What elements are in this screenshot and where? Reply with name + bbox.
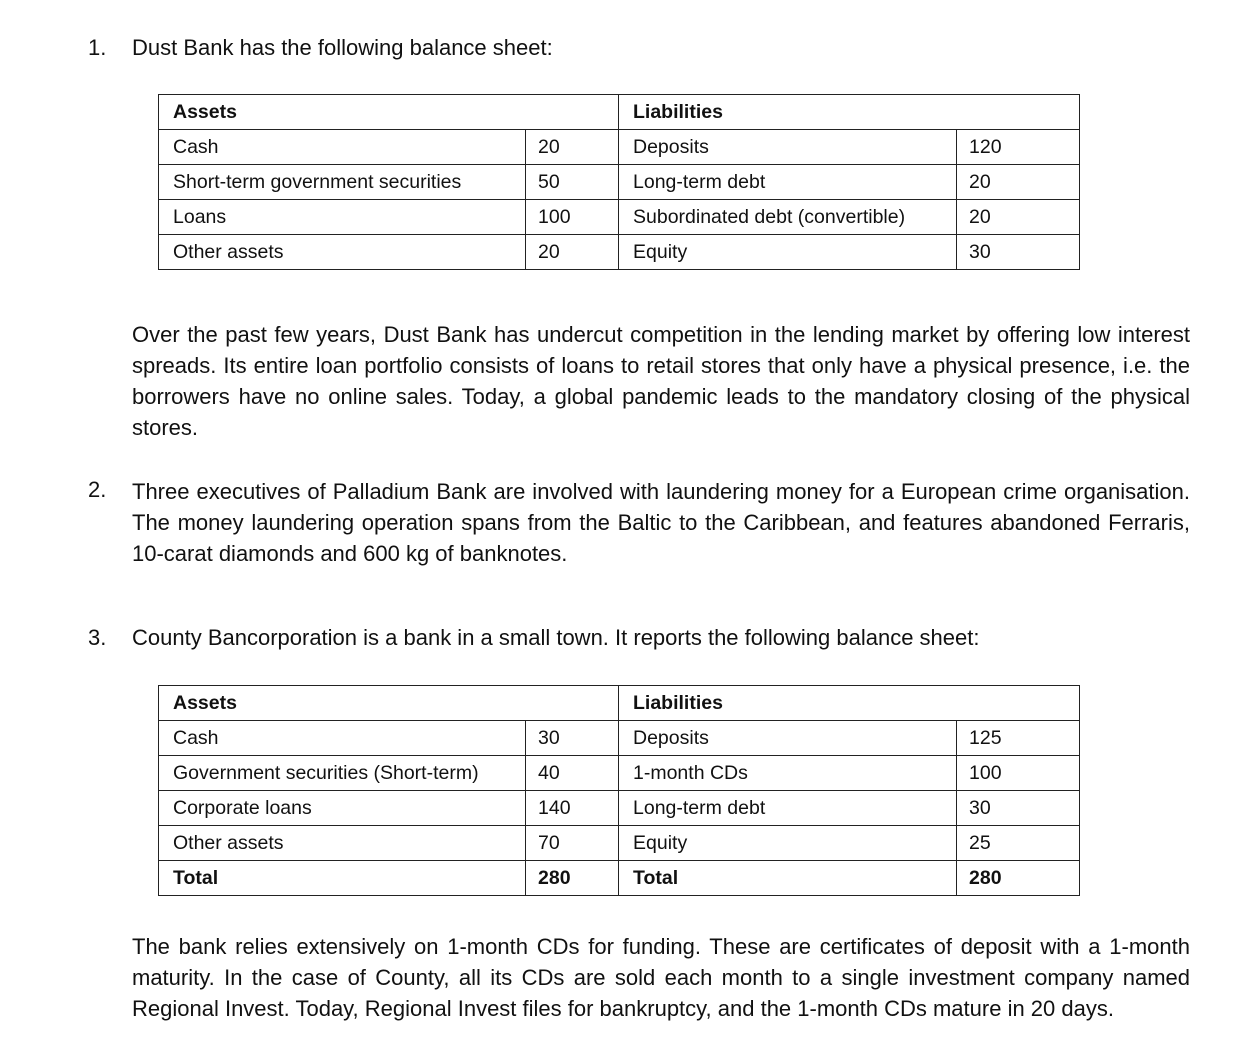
table-row — [159, 791, 1080, 826]
liabilities-total-label: Total — [619, 861, 957, 896]
asset-label: Government securities (Short-term) — [159, 756, 526, 791]
assets-total-label: Total — [159, 861, 526, 896]
question-2-paragraph: Three executives of Palladium Bank are involved with laundering money for a European crime organisation. The money laundering operation spans from the Baltic to the Caribbean, and features abandoned Ferraris, 10-carat diamonds and 600 kg of banknotes. — [132, 479, 1190, 566]
liability-label: Deposits — [619, 130, 957, 165]
table-row — [159, 165, 1080, 200]
asset-value: 20 — [526, 130, 619, 165]
question-3-paragraph: The bank relies extensively on 1-month CDs for funding. These are certificates of deposit with a 1-month maturity. In the case of County, all its CDs are sold each month to a single investment company named Regional Invest. Today, Regional Invest files for bankruptcy, and the 1-month CDs mature in 20 days. — [132, 934, 1190, 1021]
liability-label: Subordinated debt (convertible) — [619, 200, 957, 235]
asset-value: 30 — [526, 721, 619, 756]
liability-label: Equity — [619, 235, 957, 270]
asset-value: 50 — [526, 165, 619, 200]
table-row — [159, 756, 1080, 791]
question-3-intro: County Bancorporation is a bank in a small town. It reports the following balance sheet: — [132, 625, 980, 650]
assets-total-value: 280 — [526, 861, 619, 896]
asset-label: Other assets — [159, 235, 526, 270]
table-row — [159, 235, 1080, 270]
question-1-paragraph: Over the past few years, Dust Bank has undercut competition in the lending market by offering low interest spreads. Its entire loan portfolio consists of loans to retail stores that only have a physical presence, i.e. the borrowers have no online sales. Today, a global pandemic leads to the mandatory closing of the physical stores. — [132, 322, 1190, 440]
question-3-number: 3. — [88, 625, 107, 650]
asset-label: Cash — [159, 130, 526, 165]
liability-label: Equity — [619, 826, 957, 861]
county-bancorporation-balance-sheet — [158, 685, 1080, 896]
asset-label: Other assets — [159, 826, 526, 861]
liability-label: Long-term debt — [619, 791, 957, 826]
liabilities-header: Liabilities — [619, 686, 1080, 721]
question-1-number: 1. — [88, 35, 107, 60]
asset-value: 40 — [526, 756, 619, 791]
assets-header: Assets — [159, 686, 619, 721]
liability-value: 100 — [957, 756, 1080, 791]
table-row — [159, 721, 1080, 756]
liabilities-total-value: 280 — [957, 861, 1080, 896]
table-row — [159, 200, 1080, 235]
liability-value: 20 — [957, 165, 1080, 200]
table-header-row — [159, 95, 1080, 130]
liability-value: 30 — [957, 791, 1080, 826]
asset-label: Corporate loans — [159, 791, 526, 826]
asset-label: Loans — [159, 200, 526, 235]
question-2-number: 2. — [88, 477, 107, 502]
asset-label: Cash — [159, 721, 526, 756]
asset-value: 140 — [526, 791, 619, 826]
table-row — [159, 826, 1080, 861]
asset-value: 70 — [526, 826, 619, 861]
asset-label: Short-term government securities — [159, 165, 526, 200]
liability-value: 120 — [957, 130, 1080, 165]
dust-bank-balance-sheet — [158, 94, 1080, 270]
liabilities-header: Liabilities — [619, 95, 1080, 130]
liability-value: 20 — [957, 200, 1080, 235]
liability-label: Long-term debt — [619, 165, 957, 200]
assets-header: Assets — [159, 95, 619, 130]
liability-value: 125 — [957, 721, 1080, 756]
table-total-row — [159, 861, 1080, 896]
liability-value: 30 — [957, 235, 1080, 270]
asset-value: 100 — [526, 200, 619, 235]
liability-value: 25 — [957, 826, 1080, 861]
table-header-row — [159, 686, 1080, 721]
asset-value: 20 — [526, 235, 619, 270]
liability-label: 1-month CDs — [619, 756, 957, 791]
question-1-intro: Dust Bank has the following balance sheet: — [132, 35, 553, 60]
table-row — [159, 130, 1080, 165]
liability-label: Deposits — [619, 721, 957, 756]
